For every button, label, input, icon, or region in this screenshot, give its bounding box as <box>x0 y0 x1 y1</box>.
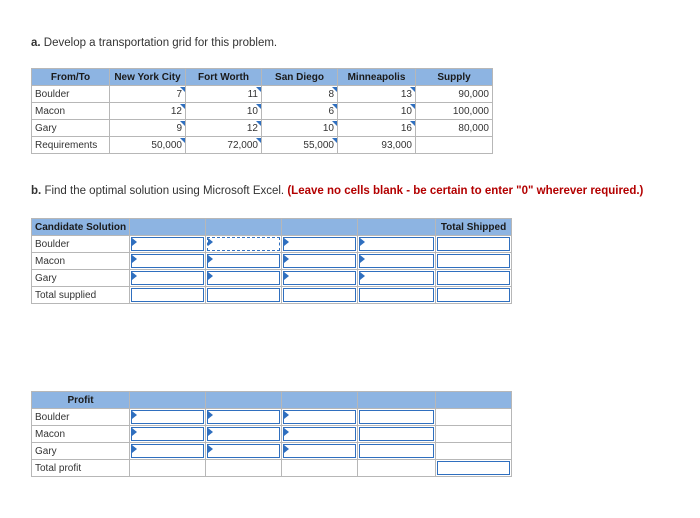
grid-header-minneapolis: Minneapolis <box>338 69 416 86</box>
solution-input[interactable] <box>436 270 512 287</box>
grid-cell: 12 <box>110 103 186 120</box>
solution-input[interactable] <box>130 287 206 304</box>
solution-input[interactable] <box>130 270 206 287</box>
profit-header-blank <box>358 392 436 409</box>
grid-cell: 9 <box>110 120 186 137</box>
grid-cell: 10 <box>186 103 262 120</box>
profit-header-row <box>32 392 512 409</box>
grid-cell: 100,000 <box>416 103 493 120</box>
grid-cell: 8 <box>262 86 338 103</box>
total-profit-input[interactable] <box>436 460 512 477</box>
grid-cell: 90,000 <box>416 86 493 103</box>
candidate-solution-table <box>31 218 512 304</box>
grid-cell: 7 <box>110 86 186 103</box>
profit-input[interactable] <box>206 409 282 426</box>
grid-header-new-york-city: New York City <box>110 69 186 86</box>
profit-cell-empty <box>282 460 358 477</box>
solution-header-total-shipped: Total Shipped <box>436 219 512 236</box>
grid-cell: 55,000 <box>262 137 338 154</box>
solution-input[interactable] <box>358 253 436 270</box>
question-a-prefix: a. <box>31 37 41 49</box>
question-a-text: Develop a transportation grid for this problem. <box>43 37 278 49</box>
transportation-grid <box>31 68 493 154</box>
profit-row-label: Gary <box>32 443 130 460</box>
solution-input[interactable] <box>282 253 358 270</box>
profit-header-blank <box>130 392 206 409</box>
profit-row-label: Total profit <box>32 460 130 477</box>
solution-input[interactable] <box>206 287 282 304</box>
grid-cell: 80,000 <box>416 120 493 137</box>
grid-cell: 16 <box>338 120 416 137</box>
solution-row-label: Boulder <box>32 236 130 253</box>
profit-input[interactable] <box>130 426 206 443</box>
profit-row-total-profit <box>32 460 512 477</box>
profit-table <box>31 391 512 477</box>
grid-cell: 93,000 <box>338 137 416 154</box>
solution-input[interactable] <box>206 270 282 287</box>
solution-row-label: Macon <box>32 253 130 270</box>
profit-input[interactable] <box>358 426 436 443</box>
profit-cell-empty <box>436 443 512 460</box>
grid-header-san-diego: San Diego <box>262 69 338 86</box>
question-b-text: Find the optimal solution using Microsoft Excel. <box>44 185 285 197</box>
grid-row-label: Macon <box>32 103 110 120</box>
grid-cell: 50,000 <box>110 137 186 154</box>
profit-input[interactable] <box>206 443 282 460</box>
grid-cell: 12 <box>186 120 262 137</box>
solution-input[interactable] <box>436 236 512 253</box>
profit-cell-empty <box>436 409 512 426</box>
solution-input[interactable] <box>282 270 358 287</box>
profit-input[interactable] <box>206 426 282 443</box>
profit-input[interactable] <box>358 409 436 426</box>
solution-input[interactable] <box>282 236 358 253</box>
solution-row-label: Gary <box>32 270 130 287</box>
grid-cell: 10 <box>262 120 338 137</box>
grid-row-gary <box>32 120 493 137</box>
profit-header: Profit <box>32 392 130 409</box>
profit-input[interactable] <box>130 443 206 460</box>
profit-header-blank <box>206 392 282 409</box>
grid-row-label: Boulder <box>32 86 110 103</box>
question-b-prefix: b. <box>31 185 42 197</box>
profit-input[interactable] <box>130 409 206 426</box>
grid-row-boulder <box>32 86 493 103</box>
grid-row-label: Requirements <box>32 137 110 154</box>
question-b <box>31 185 643 197</box>
solution-input[interactable] <box>206 236 282 253</box>
grid-row-macon <box>32 103 493 120</box>
grid-header-fort-worth: Fort Worth <box>186 69 262 86</box>
profit-row-macon <box>32 426 512 443</box>
solution-input[interactable] <box>436 253 512 270</box>
question-b-requirement: (Leave no cells blank - be certain to enter "0" wherever required.) <box>287 185 644 197</box>
grid-cell: 72,000 <box>186 137 262 154</box>
solution-row-gary <box>32 270 512 287</box>
grid-header-row <box>32 69 493 86</box>
solution-row-total-supplied <box>32 287 512 304</box>
solution-header-blank <box>282 219 358 236</box>
profit-input[interactable] <box>282 443 358 460</box>
profit-row-label: Boulder <box>32 409 130 426</box>
grid-cell: 6 <box>262 103 338 120</box>
solution-row-macon <box>32 253 512 270</box>
solution-header-blank <box>130 219 206 236</box>
profit-input[interactable] <box>282 426 358 443</box>
grid-header-supply: Supply <box>416 69 493 86</box>
profit-cell-empty <box>436 426 512 443</box>
solution-input[interactable] <box>130 236 206 253</box>
profit-row-boulder <box>32 409 512 426</box>
solution-input[interactable] <box>358 270 436 287</box>
grid-cell: 10 <box>338 103 416 120</box>
profit-cell-empty <box>206 460 282 477</box>
grid-cell: 11 <box>186 86 262 103</box>
solution-header-row <box>32 219 512 236</box>
profit-row-gary <box>32 443 512 460</box>
grid-header-from-to: From/To <box>32 69 110 86</box>
solution-row-label: Total supplied <box>32 287 130 304</box>
solution-input[interactable] <box>358 236 436 253</box>
solution-header: Candidate Solution <box>32 219 130 236</box>
solution-input[interactable] <box>282 287 358 304</box>
solution-header-blank <box>358 219 436 236</box>
solution-row-boulder <box>32 236 512 253</box>
profit-input[interactable] <box>282 409 358 426</box>
profit-input[interactable] <box>358 443 436 460</box>
solution-input[interactable] <box>436 287 512 304</box>
profit-cell-empty <box>358 460 436 477</box>
solution-input[interactable] <box>206 253 282 270</box>
profit-row-label: Macon <box>32 426 130 443</box>
solution-input[interactable] <box>130 253 206 270</box>
grid-cell: 13 <box>338 86 416 103</box>
solution-input[interactable] <box>358 287 436 304</box>
grid-row-requirements <box>32 137 493 154</box>
profit-header-blank <box>436 392 512 409</box>
grid-row-label: Gary <box>32 120 110 137</box>
question-a <box>31 37 277 49</box>
solution-header-blank <box>206 219 282 236</box>
grid-cell-empty <box>416 137 493 154</box>
profit-cell-empty <box>130 460 206 477</box>
profit-header-blank <box>282 392 358 409</box>
